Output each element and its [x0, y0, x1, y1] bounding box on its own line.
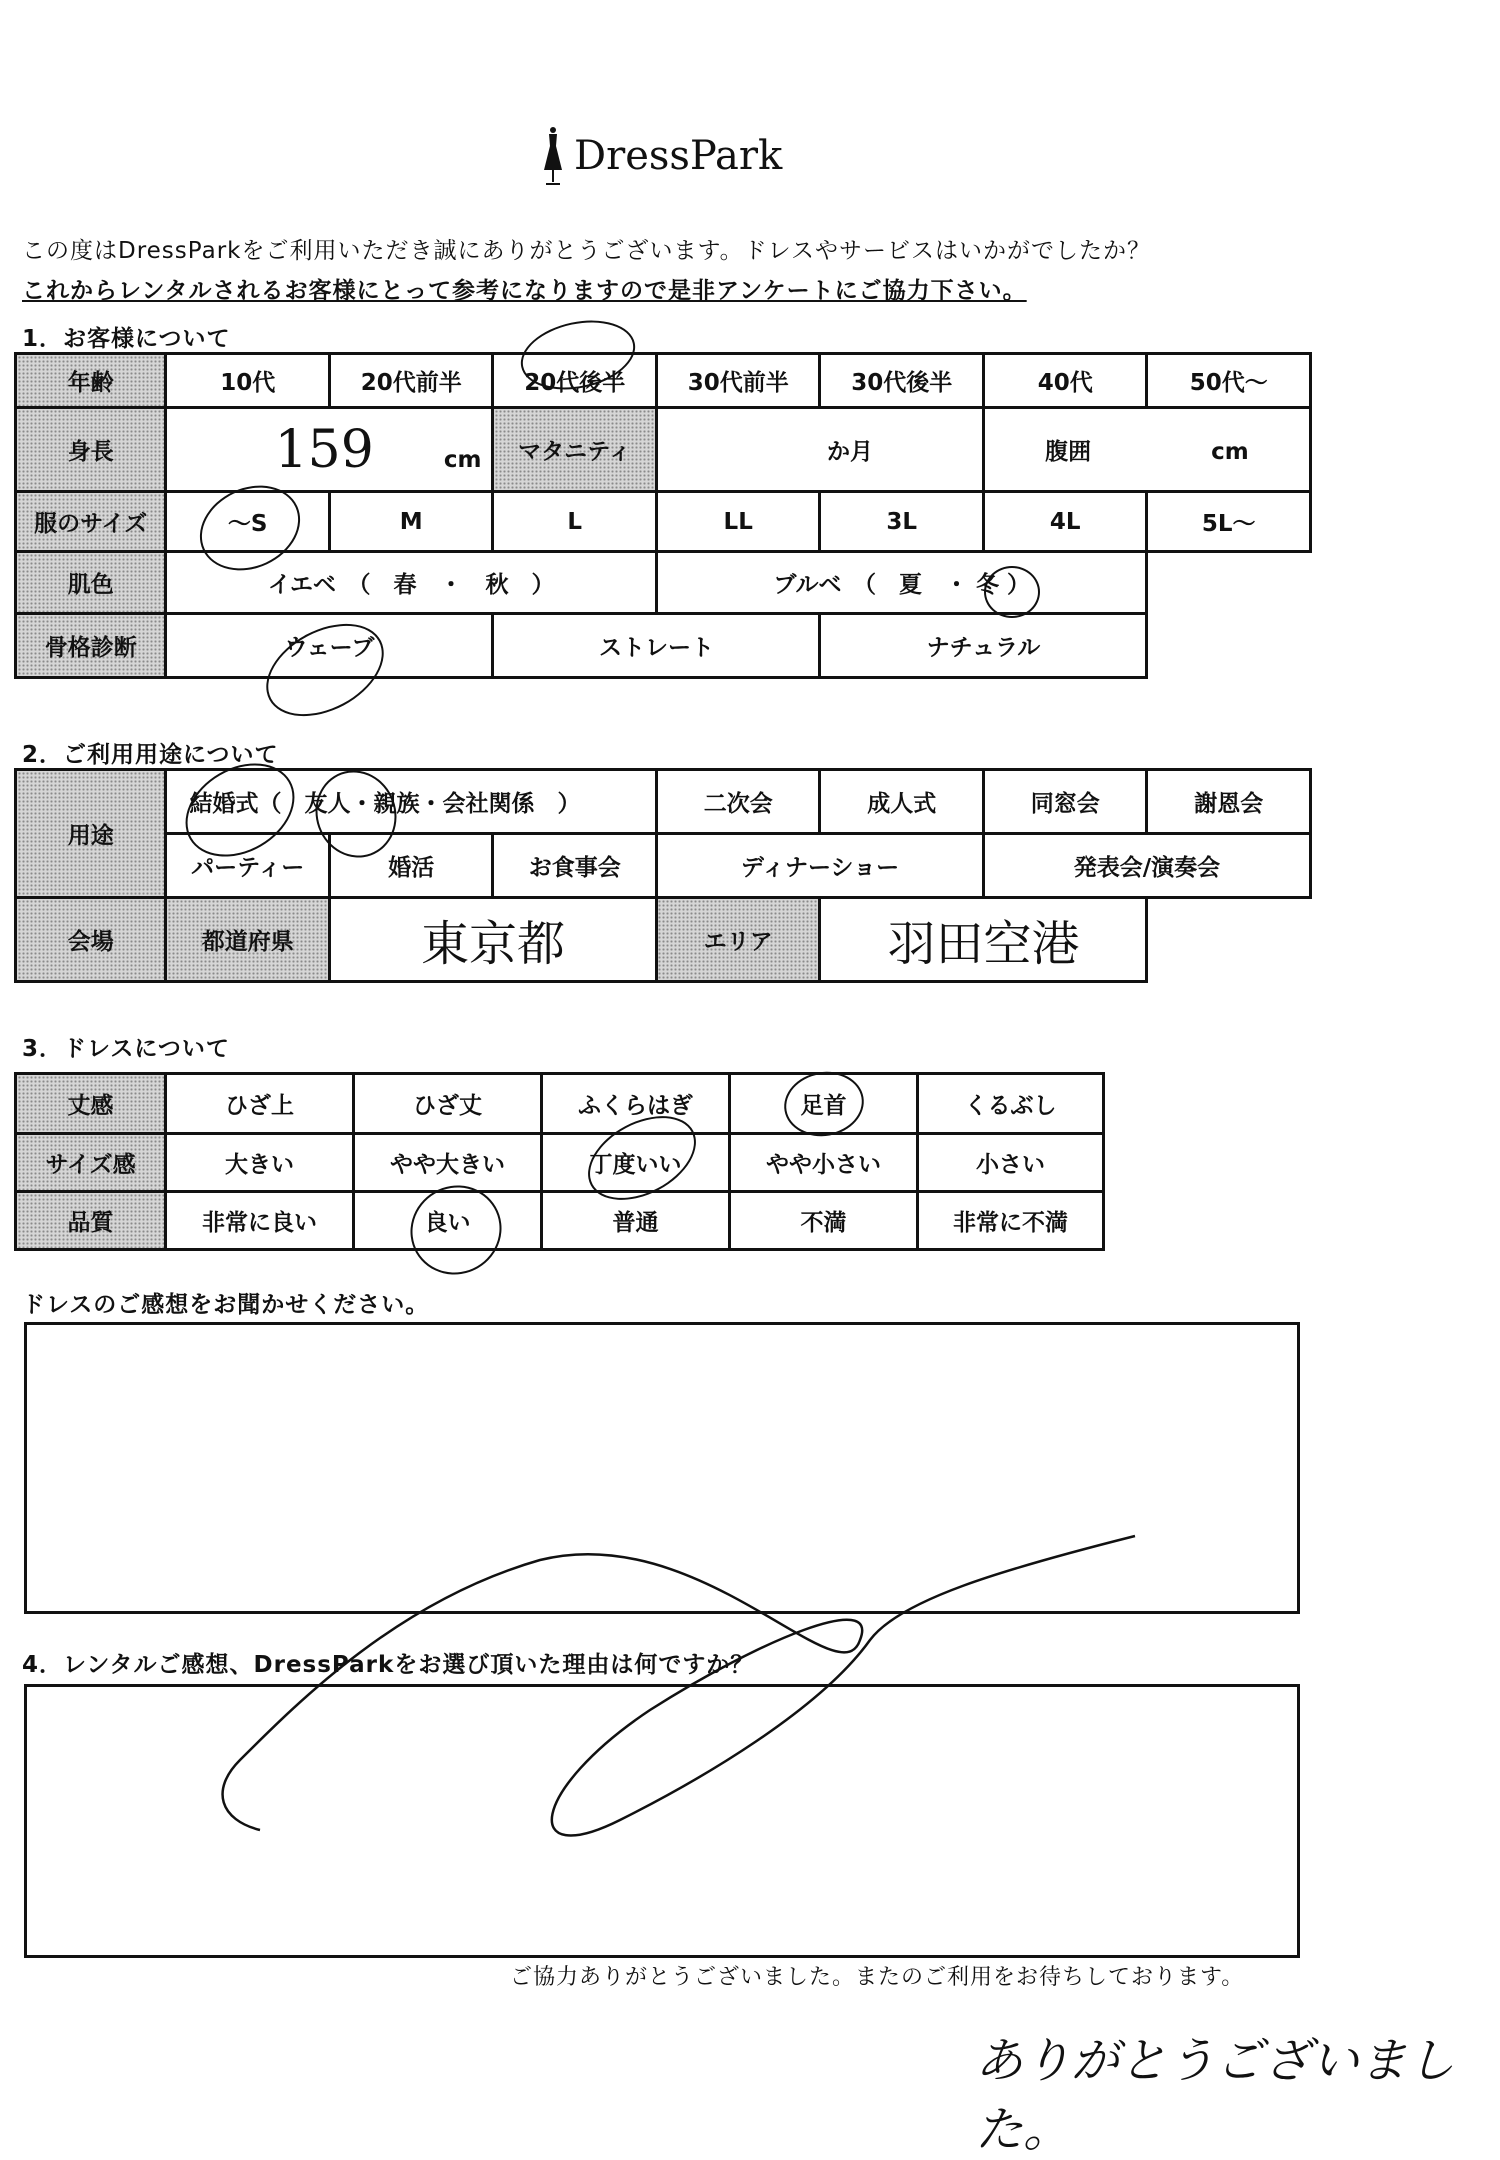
length-option[interactable]: ひざ丈 [354, 1074, 542, 1134]
section4-title: 4．レンタルご感想、DressParkをお選び頂いた理由は何ですか？ [22, 1652, 755, 1678]
logo-text: DressPark [574, 133, 783, 179]
age-option[interactable]: 50代～ [1147, 354, 1311, 408]
waist-label: 腹囲 [1045, 439, 1092, 465]
usage-option[interactable]: パーティー [166, 834, 330, 898]
usage-option[interactable]: 成人式 [820, 770, 984, 834]
purpose-label: 用途 [16, 770, 166, 898]
prefecture-label: 都道府県 [166, 898, 330, 982]
maternity-label: マタニティ [493, 408, 657, 492]
skin-yellow[interactable]: イエベ （ 春 ・ 秋 ） [166, 552, 657, 614]
usage-option[interactable]: 婚活 [329, 834, 493, 898]
age-option[interactable]: 20代前半 [329, 354, 493, 408]
fit-option[interactable]: 丁度いい [542, 1134, 730, 1192]
quality-option[interactable]: 不満 [730, 1192, 918, 1250]
fit-option[interactable]: 大きい [166, 1134, 354, 1192]
age-option[interactable]: 10代 [166, 354, 330, 408]
intro-line-1: この度はDressParkをご利用いただき誠にありがとうございます。ドレスやサービスはいかがでしたか？ [22, 238, 1151, 264]
usage-option[interactable]: 謝恩会 [1147, 770, 1311, 834]
usage-option[interactable]: 発表会/演奏会 [983, 834, 1310, 898]
quality-option[interactable]: 良い [354, 1192, 542, 1250]
age-option[interactable]: 20代後半 [493, 354, 657, 408]
waist-unit: cm [1211, 439, 1249, 465]
fit-label: サイズ感 [16, 1134, 166, 1192]
frame-option[interactable]: ウェーブ [166, 614, 493, 678]
age-option[interactable]: 30代後半 [820, 354, 984, 408]
skin-blue-winter: 冬 [976, 572, 999, 598]
frame-option[interactable]: ストレート [493, 614, 820, 678]
size-option[interactable]: 4L [983, 492, 1147, 552]
section2-title: 2．ご利用用途について [22, 742, 279, 768]
usage-option[interactable]: お食事会 [493, 834, 657, 898]
size-option[interactable]: 3L [820, 492, 984, 552]
length-label: 丈感 [16, 1074, 166, 1134]
usage-option[interactable]: ディナーショー [656, 834, 983, 898]
size-label: 服のサイズ [16, 492, 166, 552]
area-value: 羽田空港 [887, 916, 1080, 972]
height-label: 身長 [16, 408, 166, 492]
usage-option[interactable]: 二次会 [656, 770, 820, 834]
height-unit: cm [443, 446, 482, 473]
size-option[interactable]: L [493, 492, 657, 552]
area-label: エリア [656, 898, 820, 982]
wedding-option[interactable]: 結婚式（ 友人・親族・会社関係 ） [166, 770, 657, 834]
dress-comment-prompt: ドレスのご感想をお聞かせください。 [22, 1292, 430, 1318]
quality-option[interactable]: 非常に不満 [918, 1192, 1104, 1250]
skin-blue-suffix: ） [1007, 572, 1031, 598]
section3-title: 3．ドレスについて [22, 1036, 230, 1062]
quality-option[interactable]: 普通 [542, 1192, 730, 1250]
size-option[interactable]: ～S [166, 492, 330, 552]
prefecture-value: 東京都 [420, 916, 565, 972]
length-option[interactable]: くるぶし [918, 1074, 1104, 1134]
fit-option[interactable]: 小さい [918, 1134, 1104, 1192]
age-option[interactable]: 40代 [983, 354, 1147, 408]
length-option[interactable]: ひざ上 [166, 1074, 354, 1134]
quality-label: 品質 [16, 1192, 166, 1250]
usage-option[interactable]: 同窓会 [983, 770, 1147, 834]
fit-option[interactable]: やや大きい [354, 1134, 542, 1192]
size-option[interactable]: 5L～ [1147, 492, 1311, 552]
venue-label: 会場 [16, 898, 166, 982]
skin-label: 肌色 [16, 552, 166, 614]
length-option[interactable]: 足首 [730, 1074, 918, 1134]
frame-label: 骨格診断 [16, 614, 166, 678]
handwritten-signature: ありがとうございました。 [975, 2033, 1456, 2158]
section1-title: 1．お客様について [22, 326, 231, 352]
months-unit: か月 [826, 439, 873, 465]
age-option[interactable]: 30代前半 [656, 354, 820, 408]
fit-option[interactable]: やや小さい [730, 1134, 918, 1192]
height-value: 159 [274, 419, 374, 480]
size-option[interactable]: LL [656, 492, 820, 552]
length-option[interactable]: ふくらはぎ [542, 1074, 730, 1134]
skin-blue-prefix: ブルベ （ 夏 ・ [773, 572, 968, 598]
closing-text: ご協力ありがとうございました。またのご利用をお待ちしております。 [510, 1965, 1245, 1990]
age-label: 年齢 [16, 354, 166, 408]
intro-line-2: これからレンタルされるお客様にとって参考になりますので是非アンケートにご協力下さい。 [22, 278, 1027, 304]
quality-option[interactable]: 非常に良い [166, 1192, 354, 1250]
frame-option[interactable]: ナチュラル [820, 614, 1147, 678]
size-option[interactable]: M [329, 492, 493, 552]
